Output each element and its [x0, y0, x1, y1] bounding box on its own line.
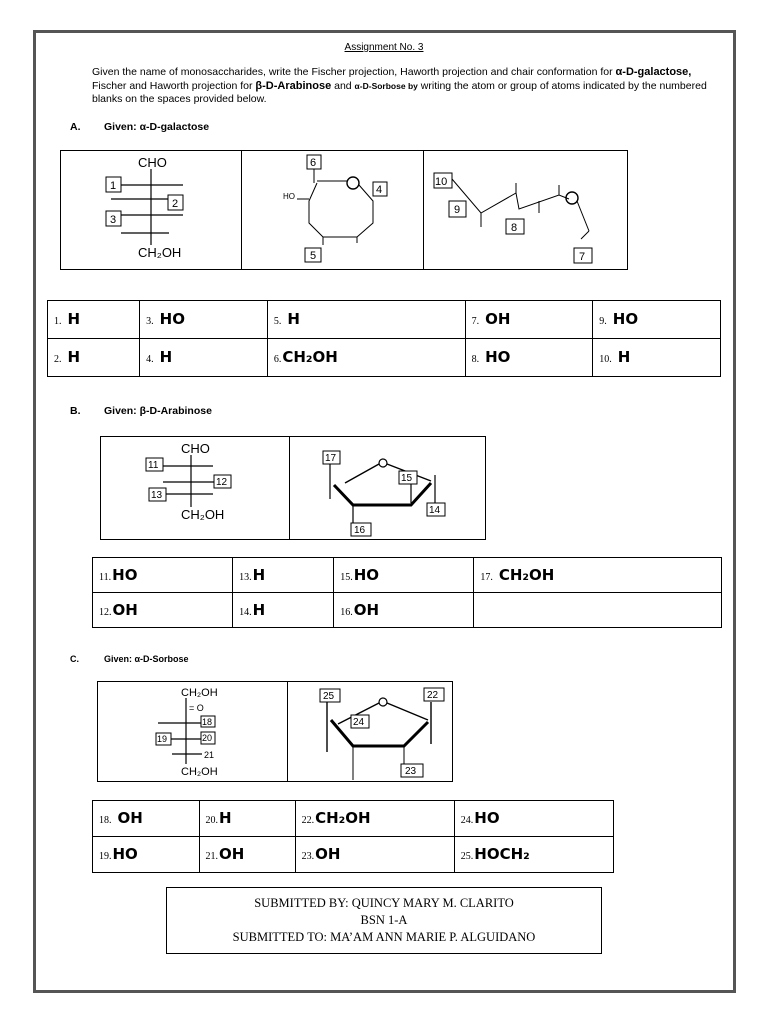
fischer-arabinose [146, 441, 231, 522]
section-b-title: Given: β-D-Arabinose [104, 405, 212, 417]
blank-11: 11 [148, 460, 159, 471]
blank-6: 6 [310, 157, 317, 169]
fischer-ch2oh-label: CH₂OH [181, 507, 225, 522]
answer-cell: 7. OH [465, 301, 593, 339]
answer-cell: 8. HO [465, 339, 593, 377]
submitted-to: SUBMITTED TO: MA’AM ANN MARIE P. ALGUIDANO [232, 930, 536, 944]
blank-1: 1 [110, 180, 117, 192]
blank-5: 5 [310, 250, 317, 262]
assignment-title: Assignment No. 3 [344, 42, 424, 53]
answer-cell: 11.HO [93, 558, 233, 593]
section-a-structures [60, 150, 628, 270]
answer-cell: 23.OH [295, 837, 454, 873]
ho-label: HO [283, 192, 295, 201]
intro-text-1: Given the name of monosaccharides, write the Fischer projection, Haworth projection and chair conformation for [92, 66, 616, 78]
answer-cell: 18. OH [93, 801, 200, 837]
answer-cell: 25.HOCH₂ [454, 837, 613, 873]
answer-cell: 14.H [233, 593, 334, 628]
answer-cell: 9. HO [593, 301, 721, 339]
blank-23: 23 [405, 766, 417, 777]
blank-7: 7 [579, 251, 586, 263]
section-a-title: Given: α-D-galactose [104, 121, 210, 133]
blank-10: 10 [435, 176, 448, 188]
course-section: BSN 1-A [360, 913, 408, 927]
blank-15: 15 [401, 473, 413, 484]
section-c-letter: C. [70, 654, 79, 664]
answers-b-row [93, 593, 722, 628]
instructions [92, 66, 712, 107]
answers-a-row [48, 339, 721, 377]
answer-cell: 6.CH₂OH [267, 339, 465, 377]
answer-cell: 5. H [267, 301, 465, 339]
chair-galactose [434, 173, 592, 263]
blank-22: 22 [427, 690, 439, 701]
label-21: 21 [204, 750, 215, 760]
section-a-heading [70, 121, 209, 133]
section-a-letter: A. [70, 121, 81, 133]
keto-label: = O [189, 703, 204, 713]
answers-a-row [48, 301, 721, 339]
section-b-heading [70, 405, 212, 417]
fischer-galactose [106, 155, 183, 260]
section-c-heading [70, 654, 189, 664]
blank-20: 20 [202, 733, 213, 743]
blank-18: 18 [202, 717, 213, 727]
submitted-by: SUBMITTED BY: QUINCY MARY M. CLARITO [254, 896, 514, 910]
answer-cell: 15.HO [334, 558, 474, 593]
intro-text-3: and [331, 79, 355, 92]
answer-cell: 1. H [48, 301, 140, 339]
haworth-arabinose [323, 451, 445, 536]
answer-cell: 13.H [233, 558, 334, 593]
section-b-letter: B. [70, 405, 81, 417]
blank-9: 9 [454, 204, 461, 216]
answer-cell: 12.OH [93, 593, 233, 628]
answer-cell: 3. HO [140, 301, 268, 339]
answer-cell: 19.HO [93, 837, 200, 873]
fischer-sorbose [156, 687, 218, 778]
answer-cell-empty [474, 593, 722, 628]
fischer-top-ch2oh: CH₂OH [181, 687, 218, 699]
blank-24: 24 [353, 717, 365, 728]
blank-8: 8 [511, 222, 518, 234]
answers-c-row [93, 837, 614, 873]
section-c-drawings [98, 682, 454, 783]
section-b-structures [100, 436, 486, 540]
intro-text-4: writing the atom or group of atoms indicated by the numbered blanks on the spaces provided below. [92, 79, 707, 105]
blank-16: 16 [354, 525, 366, 536]
intro-sorbose: α-D-Sorbose by [354, 80, 418, 91]
haworth-galactose [283, 155, 387, 262]
blank-2: 2 [172, 198, 179, 210]
answer-cell: 17. CH₂OH [474, 558, 722, 593]
intro-arabinose: β-D-Arabinose [255, 79, 332, 92]
blank-12: 12 [216, 477, 228, 488]
blank-4: 4 [376, 184, 383, 196]
answer-cell: 2. H [48, 339, 140, 377]
section-c-title: Given: α-D-Sorbose [104, 654, 189, 664]
submission-box [166, 887, 602, 954]
answer-cell: 22.CH₂OH [295, 801, 454, 837]
answers-c-row [93, 801, 614, 837]
answer-cell: 24.HO [454, 801, 613, 837]
blank-14: 14 [429, 505, 441, 516]
intro-galactose: α-D-galactose, [615, 66, 692, 78]
answers-a [47, 300, 721, 377]
answers-b-row [93, 558, 722, 593]
section-b-drawings [101, 437, 487, 541]
haworth-sorbose [320, 688, 444, 780]
blank-25: 25 [323, 691, 335, 702]
answers-b [92, 557, 722, 628]
answers-c [92, 800, 614, 873]
fischer-cho-label: CHO [181, 441, 210, 456]
answer-cell: 10. H [593, 339, 721, 377]
fischer-ch2oh-label: CH₂OH [138, 245, 182, 260]
section-c-structures [97, 681, 453, 782]
blank-19: 19 [157, 734, 168, 744]
section-a-drawings [61, 151, 629, 271]
blank-17: 17 [325, 453, 337, 464]
blank-3: 3 [110, 214, 117, 226]
answer-cell: 21.OH [199, 837, 295, 873]
intro-text-2: Fischer and Haworth projection for [92, 79, 256, 92]
answer-cell: 4. H [140, 339, 268, 377]
answer-cell: 20.H [199, 801, 295, 837]
fischer-bottom-ch2oh: CH₂OH [181, 766, 218, 778]
answer-cell: 16.OH [334, 593, 474, 628]
fischer-cho-label: CHO [138, 155, 167, 170]
blank-13: 13 [151, 490, 163, 501]
